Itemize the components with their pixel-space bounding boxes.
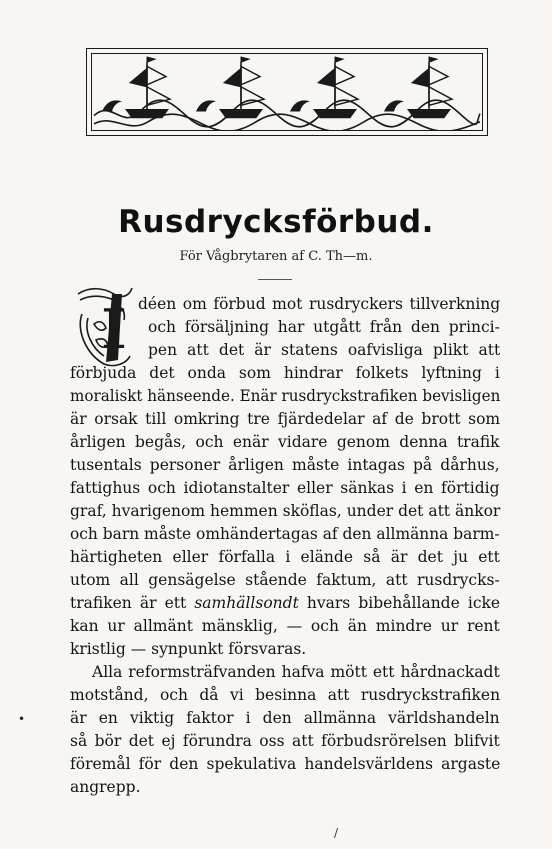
body-line: förbjuda det onda som hindrar folkets lyftning i [70, 364, 500, 382]
body-line: kristlig — synpunkt försvaras. [70, 640, 307, 658]
italic-term: samhällsondt [194, 594, 299, 612]
body-line: graf, hvarigenom hemmen sköflas, under det att änkor [70, 502, 501, 520]
body-line: och barn måste omhändertagas af den allmänna barm- [70, 525, 500, 543]
body-line: är orsak till omkring tre fjärdedelar af de brott som [70, 410, 501, 428]
body-line: angrepp. [70, 778, 141, 796]
body-line: är en viktig faktor i den allmänna världshandeln [70, 709, 500, 727]
byline: För Vågbrytaren af C. Th—m. [179, 249, 373, 264]
article-title: Rusdrycksförbud. [118, 204, 434, 240]
body-line: och försäljning har utgått från den princi- [148, 318, 500, 336]
body-line: föremål för den spekulativa handelsvärldens argaste [70, 755, 501, 773]
body-text-segment: trafiken är ett [70, 594, 195, 612]
body-line: fattighus och idiotanstalter eller sänkas i en förtidig [70, 479, 500, 497]
body-line: årligen begås, och enär vidare genom denna trafik [70, 433, 500, 451]
body-line [70, 593, 500, 613]
body-line: moraliskt hänseende. Enär rusdryckstrafiken bevisligen [70, 387, 501, 405]
dropcap-letter: I [101, 297, 127, 361]
footer-mark: / [334, 826, 339, 840]
body-text-segment: hvars bibehållande icke [298, 594, 501, 612]
body-line: pen att det är statens oafvisliga plikt att [148, 341, 501, 359]
body-line: motstånd, och då vi besinna att rusdryckstrafiken [70, 686, 501, 704]
body-line: så bör det ej förundra oss att förbudsrörelsen blifvit [70, 732, 500, 750]
body-line: tusentals personer årligen måste intagas på dårhus, [70, 456, 500, 474]
body-line: kan ur allmänt mänsklig, — och än mindre ur rent [70, 617, 500, 635]
body-line: härtigheten eller förfalla i elände så är det ju ett [70, 548, 500, 566]
margin-mark: • [18, 712, 26, 726]
body-line: déen om förbud mot rusdryckers tillverkning [138, 295, 501, 313]
body-line: utom all gensägelse stående faktum, att rusdrycks- [70, 571, 500, 589]
body-line: Alla reformsträfvanden hafva mött ett hårdnackadt [92, 663, 500, 681]
